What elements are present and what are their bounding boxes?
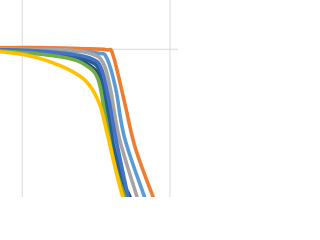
- chart-container: [0, 0, 178, 197]
- series-lines: [0, 48, 153, 197]
- series-line-5: [0, 50, 128, 197]
- gridlines: [0, 0, 178, 197]
- line-chart: [0, 0, 178, 197]
